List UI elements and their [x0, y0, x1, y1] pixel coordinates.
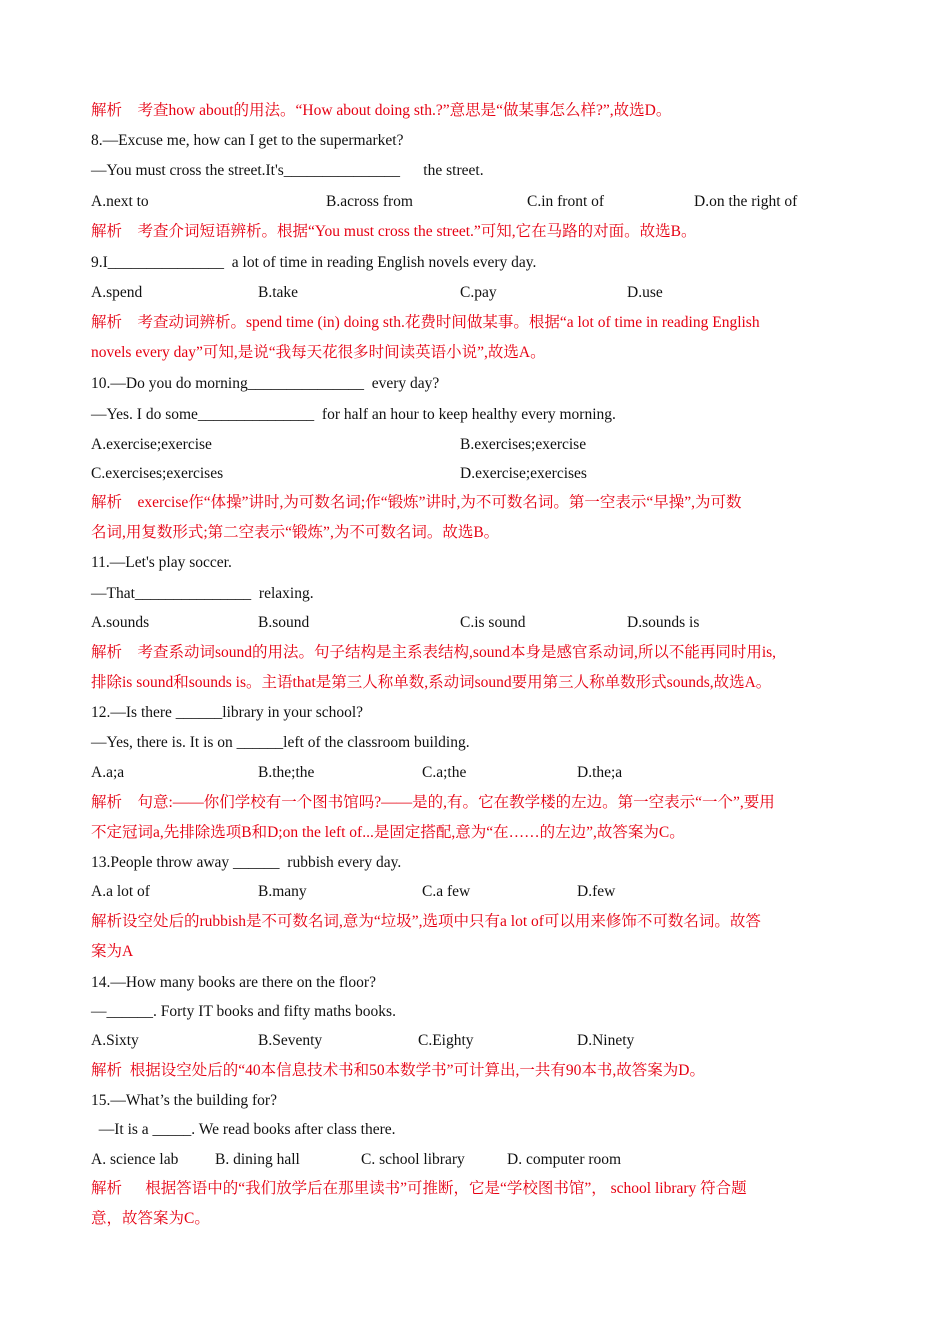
question-9: 9.I_______________ a lot of time in reading English novels every day. [91, 254, 537, 271]
q8-option-a: A.next to [91, 193, 149, 210]
q10-option-a: A.exercise;exercise [91, 436, 212, 453]
q12-option-b: B.the;the [258, 764, 315, 781]
q14-option-a: A.Sixty [91, 1032, 139, 1049]
q15-option-a: A. science lab [91, 1151, 179, 1168]
q11-option-c: C.is sound [460, 614, 526, 631]
q12-option-a: A.a;a [91, 764, 125, 781]
answer-10-explanation-line2: 名词,用复数形式;第二空表示“锻炼”,为不可数名词。故选B。 [91, 524, 500, 541]
q10-option-b: B.exercises;exercise [460, 436, 587, 453]
answer-13-explanation-line2: 案为A [91, 943, 134, 960]
answer-15-explanation-line1: 解析 根据答语中的“我们放学后在那里读书”可推断，它是“学校图书馆”， school library 符合题 [91, 1180, 747, 1197]
question-10-prompt: 10.—Do you do morning_______________ every day? [91, 375, 440, 392]
question-12-prompt: 12.—Is there ______library in your school? [91, 704, 364, 721]
answer-7-explanation: 解析 考查how about的用法。“How about doing sth.?”意思是“做某事怎么样?”,故选D。 [91, 102, 672, 119]
question-14-reply: —______. Forty IT books and fifty maths books. [91, 1003, 396, 1020]
answer-15-explanation-line2: 意，故答案为C。 [91, 1210, 210, 1227]
q11-option-d: D.sounds is [627, 614, 700, 631]
q9-option-a: A.spend [91, 284, 143, 301]
answer-10-explanation-line1: 解析 exercise作“体操”讲时,为可数名词;作“锻炼”讲时,为不可数名词。第一空表示“早操”,为可数 [91, 494, 742, 511]
answer-14-explanation: 解析 根据设空处后的“40本信息技术书和50本数学书”可计算出,一共有90本书,故答案为D。 [91, 1062, 705, 1079]
answer-13-explanation-line1: 解析设空处后的rubbish是不可数名词,意为“垃圾”,选项中只有a lot of可以用来修饰不可数名词。故答 [91, 913, 761, 930]
answer-9-explanation-line1: 解析 考查动词辨析。spend time (in) doing sth.花费时间做某事。根据“a lot of time in reading English [91, 314, 760, 331]
question-13: 13.People throw away ______ rubbish every day. [91, 854, 402, 871]
q11-option-b: B.sound [258, 614, 310, 631]
answer-12-explanation-line2: 不定冠词a,先排除选项B和D;on the left of...是固定搭配,意为“在……的左边”,故答案为C。 [91, 824, 685, 841]
q13-option-c: C.a few [422, 883, 471, 900]
q14-option-d: D.Ninety [577, 1032, 635, 1049]
question-15-reply: —It is a _____. We read books after class there. [91, 1121, 396, 1138]
q9-option-d: D.use [627, 284, 663, 301]
q9-option-c: C.pay [460, 284, 497, 301]
question-11-prompt: 11.—Let's play soccer. [91, 554, 232, 571]
question-12-reply: —Yes, there is. It is on ______left of the classroom building. [91, 734, 470, 751]
q8-option-c: C.in front of [527, 193, 605, 210]
q13-option-a: A.a lot of [91, 883, 150, 900]
q14-option-b: B.Seventy [258, 1032, 323, 1049]
q11-option-a: A.sounds [91, 614, 150, 631]
q13-option-d: D.few [577, 883, 616, 900]
question-8-reply: —You must cross the street.It's_______________ the street. [91, 162, 484, 179]
q15-option-b: B. dining hall [215, 1151, 300, 1168]
q12-option-d: D.the;a [577, 764, 623, 781]
question-15-prompt: 15.—What’s the building for? [91, 1092, 277, 1109]
q15-option-d: D. computer room [507, 1151, 622, 1168]
q15-option-c: C. school library [361, 1151, 465, 1168]
question-10-reply: —Yes. I do some_______________ for half an hour to keep healthy every morning. [91, 406, 616, 423]
answer-9-explanation-line2: novels every day”可知,是说“我每天花很多时间读英语小说”,故选A。 [91, 344, 546, 361]
q8-option-b: B.across from [326, 193, 413, 210]
answer-8-explanation: 解析 考查介词短语辨析。根据“You must cross the street.”可知,它在马路的对面。故选B。 [91, 223, 697, 240]
answer-12-explanation-line1: 解析 句意:——你们学校有一个图书馆吗?——是的,有。它在教学楼的左边。第一空表示“一个”,要用 [91, 794, 775, 811]
question-8-prompt: 8.—Excuse me, how can I get to the supermarket? [91, 132, 404, 149]
q10-option-c: C.exercises;exercises [91, 465, 224, 482]
q13-option-b: B.many [258, 883, 307, 900]
question-11-reply: —That_______________ relaxing. [91, 585, 314, 602]
q9-option-b: B.take [258, 284, 299, 301]
q8-option-d: D.on the right of [694, 193, 798, 210]
answer-11-explanation-line2: 排除is sound和sounds is。主语that是第三人称单数,系动词sound要用第三人称单数形式sounds,故选A。 [91, 674, 772, 691]
answer-11-explanation-line1: 解析 考查系动词sound的用法。句子结构是主系表结构,sound本身是感官系动词,所以不能再同时用is, [91, 644, 777, 661]
q10-option-d: D.exercise;exercises [460, 465, 587, 482]
q12-option-c: C.a;the [422, 764, 467, 781]
q14-option-c: C.Eighty [418, 1032, 474, 1049]
question-14-prompt: 14.—How many books are there on the floor? [91, 974, 376, 991]
